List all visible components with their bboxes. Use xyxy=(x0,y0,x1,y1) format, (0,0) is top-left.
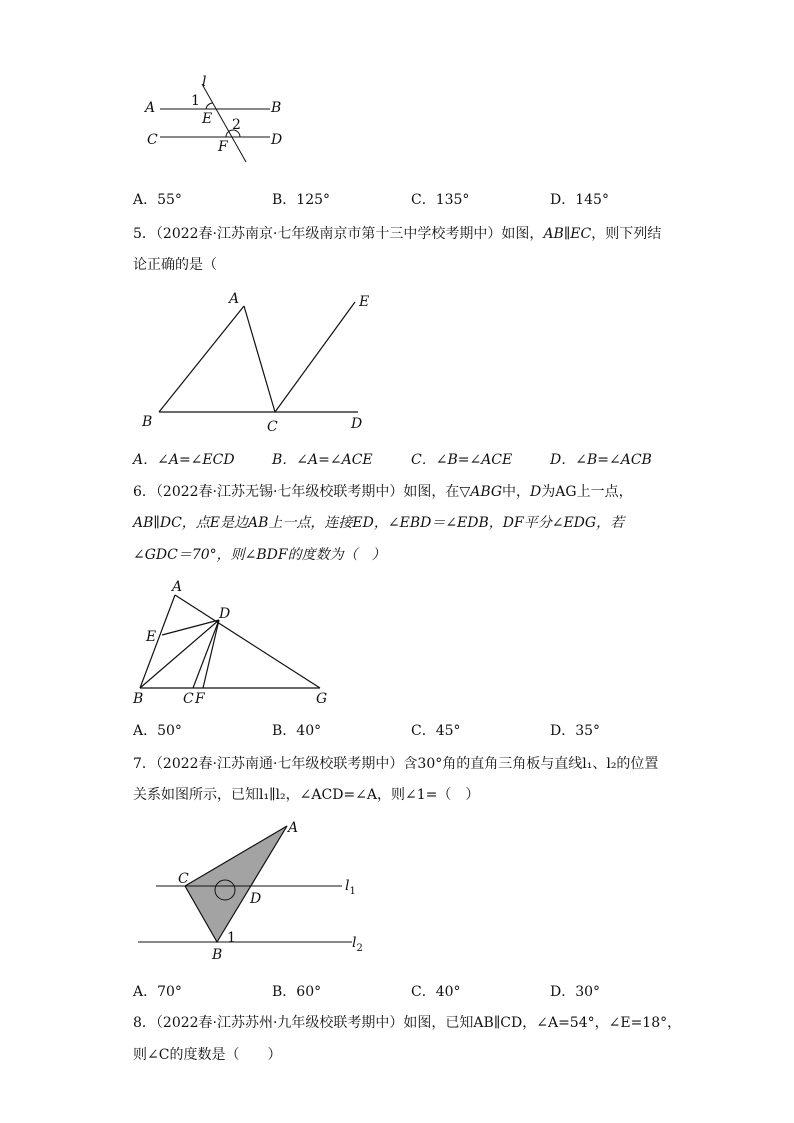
label-a: A xyxy=(288,820,299,836)
label-l1 xyxy=(345,878,356,897)
label-e: E xyxy=(202,111,213,127)
q5-stem-line1 xyxy=(133,224,661,244)
segment-ce xyxy=(275,302,355,412)
q7-option-d[interactable]: D．30° xyxy=(550,984,601,1000)
segment-ba xyxy=(159,306,244,412)
label-f: F xyxy=(218,139,228,155)
q7-option-a[interactable]: A．70° xyxy=(133,984,182,1000)
q6-option-c[interactable]: C．45° xyxy=(411,723,461,739)
label-a: A xyxy=(172,579,183,595)
q4-option-c[interactable]: C．135° xyxy=(411,192,470,208)
label-b: B xyxy=(142,414,153,430)
q6-option-d[interactable]: D．35° xyxy=(550,723,601,739)
q5-option-b[interactable]: B．∠A=∠ACE xyxy=(272,452,373,468)
q8-stem-line2: 则∠C的度数是（ ） xyxy=(133,1047,282,1063)
q6-option-b[interactable]: B．40° xyxy=(272,723,322,739)
label-c: C xyxy=(147,132,158,148)
label-g: G xyxy=(316,691,328,707)
label-b: B xyxy=(133,691,144,707)
label-angle-1: 1 xyxy=(191,93,200,109)
angle-1-arc xyxy=(206,103,213,109)
label-b: B xyxy=(271,100,282,116)
q4-option-d[interactable]: D．145° xyxy=(550,192,609,208)
q6-stem-line1 xyxy=(133,482,633,502)
label-l: l xyxy=(202,74,207,90)
q7-stem-line1: 7．（2022春·江苏南通·七年级校联考期中）含30°角的直角三角板与直线l₁、l₂的位置 xyxy=(133,756,659,772)
q7-figure xyxy=(130,815,380,965)
label-b: B xyxy=(212,947,223,963)
q6-option-a[interactable]: A．50° xyxy=(133,723,182,739)
q4-option-a[interactable]: A．55° xyxy=(133,192,182,208)
l2-subscript: 2 xyxy=(356,943,363,954)
label-f: F xyxy=(195,691,205,707)
q4-figure xyxy=(140,72,300,172)
q6-point-d: D xyxy=(530,484,542,500)
l2-letter: l xyxy=(352,935,357,951)
label-a: A xyxy=(229,291,240,307)
label-angle-2: 2 xyxy=(232,117,241,133)
q5-stem-prefix: 5．（2022春·江苏南京·七年级南京市第十三中学校考期中）如图， xyxy=(133,226,544,242)
q8-stem-line1: 8．（2022春·江苏苏州·九年级校联考期中）如图，已知AB∥CD，∠A=54°，∠E=18°， xyxy=(133,1015,682,1031)
q4-option-b[interactable]: B．125° xyxy=(272,192,331,208)
q5-figure xyxy=(140,285,380,435)
q5-condition: AB∥EC xyxy=(543,226,592,242)
label-a: A xyxy=(145,100,156,116)
label-c: C xyxy=(267,419,278,435)
segment-ac xyxy=(244,306,275,412)
triangle-board xyxy=(185,826,287,942)
label-angle-1: 1 xyxy=(227,930,236,946)
segment-ag xyxy=(175,595,320,688)
q6-stem-suffix: 为AG上一点， xyxy=(541,484,633,500)
q7-option-b[interactable]: B．60° xyxy=(272,984,322,1000)
label-e: E xyxy=(146,629,157,645)
q6-stem-mid: 中， xyxy=(502,484,531,500)
q6-stem-prefix: 6．（2022春·江苏无锡·七年级校联考期中）如图，在 xyxy=(133,484,460,500)
label-d: D xyxy=(351,416,363,432)
label-e: E xyxy=(359,294,370,310)
label-c: C xyxy=(183,691,194,707)
label-d: D xyxy=(271,132,283,148)
l1-subscript: 1 xyxy=(349,886,356,897)
q7-stem-line2: 关系如图所示，已知l₁∥l₂，∠ACD=∠A，则∠1=（ ） xyxy=(133,787,480,803)
q5-stem-suffix: ，则下列结 xyxy=(591,226,662,242)
q7-option-c[interactable]: C．40° xyxy=(411,984,461,1000)
q5-stem-line2: 论正确的是（ xyxy=(133,257,217,273)
q5-option-a[interactable]: A．∠A=∠ECD xyxy=(133,452,235,468)
q6-stem-line3: ∠GDC＝70°，则∠BDF的度数为（ ） xyxy=(133,547,386,563)
l1-letter: l xyxy=(345,878,350,894)
label-d: D xyxy=(219,606,231,622)
q6-stem-line2: AB∥DC，点E是边AB上一点，连接ED，∠EBD＝∠EDB，DF平分∠EDG，若 xyxy=(133,515,625,531)
label-d: D xyxy=(250,891,262,907)
label-c: C xyxy=(178,871,189,887)
label-l2 xyxy=(352,935,363,954)
q5-option-c[interactable]: C．∠B=∠ACE xyxy=(411,452,513,468)
q5-option-d[interactable]: D．∠B=∠ACB xyxy=(550,452,652,468)
q6-figure xyxy=(130,578,350,713)
q6-triangle: ▽ABG xyxy=(459,484,503,500)
